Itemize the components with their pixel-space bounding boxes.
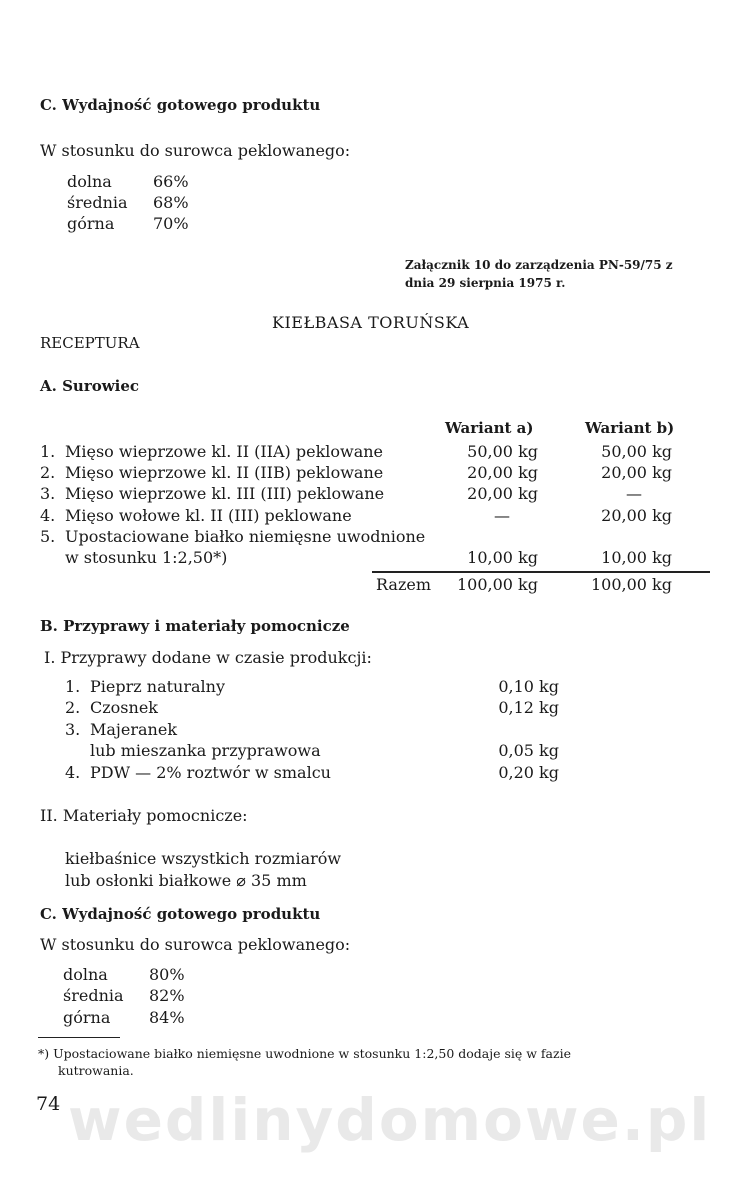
spice-number: 3.: [65, 720, 81, 739]
section-a-heading: A. Surowiec: [40, 377, 140, 395]
item-name: Mięso wieprzowe kl. III (III) peklowane: [65, 484, 385, 503]
item-name: Mięso wieprzowe kl. II (IIB) peklowane: [65, 463, 384, 482]
column-header-variant-a: Wariant a): [445, 419, 534, 437]
item-name: Mięso wieprzowe kl. II (IIA) peklowane: [65, 442, 384, 461]
section-b-heading: B. Przyprawy i materiały pomocnicze: [40, 617, 350, 635]
materials-line-2: lub osłonki białkowe ⌀ 35 mm: [65, 871, 307, 890]
spice-number: 4.: [65, 763, 81, 782]
item-value-b: 50,00 kg: [601, 442, 672, 461]
item-number: 3.: [40, 484, 56, 503]
yield-label: górna: [67, 214, 115, 233]
item-value-a: 20,00 kg: [467, 484, 538, 503]
spice-number: 2.: [65, 698, 81, 717]
item-number: 4.: [40, 506, 56, 525]
item-value-a: 10,00 kg: [467, 548, 538, 567]
page-number: 74: [36, 1093, 61, 1115]
yield-value: 82%: [149, 986, 185, 1005]
item-name: Mięso wołowe kl. II (III) peklowane: [65, 506, 352, 525]
bottom-yield-heading: C. Wydajność gotowego produktu: [40, 905, 321, 923]
yield-label: dolna: [63, 965, 108, 984]
yield-value: 68%: [153, 193, 189, 212]
yield-value: 84%: [149, 1008, 185, 1027]
spice-amount: 0,10 kg: [498, 677, 559, 696]
item-value-b: —: [626, 484, 642, 503]
item-name: Upostaciowane białko niemięsne uwodnione: [65, 527, 426, 546]
top-yield-heading: C. Wydajność gotowego produktu: [40, 96, 321, 114]
item-number: 2.: [40, 463, 56, 482]
column-header-variant-b: Wariant b): [585, 419, 675, 437]
spices-subheading: I. Przyprawy dodane w czasie produkcji:: [44, 648, 372, 667]
spice-name: Czosnek: [90, 698, 158, 717]
receptura-label: RECEPTURA: [40, 334, 140, 352]
footnote-line-2: kutrowania.: [58, 1063, 134, 1078]
item-value-b: 20,00 kg: [601, 463, 672, 482]
yield-label: dolna: [67, 172, 112, 191]
yield-value: 70%: [153, 214, 189, 233]
item-value-a: 50,00 kg: [467, 442, 538, 461]
bottom-yield-intro: W stosunku do surowca peklowanego:: [40, 935, 351, 954]
footnote-line-1: *) Upostaciowane białko niemięsne uwodnione w stosunku 1:2,50 dodaje się w fazie: [38, 1046, 571, 1061]
spice-amount: 0,20 kg: [498, 763, 559, 782]
item-number: 1.: [40, 442, 56, 461]
item-value-b: 20,00 kg: [601, 506, 672, 525]
materials-line-1: kiełbaśnice wszystkich rozmiarów: [65, 849, 342, 868]
spice-name: lub mieszanka przyprawowa: [90, 741, 321, 760]
total-value-b: 100,00 kg: [590, 575, 672, 594]
spice-name: Majeranek: [90, 720, 178, 739]
yield-value: 66%: [153, 172, 189, 191]
watermark: wedlinydomowe.pl: [68, 1086, 712, 1154]
yield-label: średnia: [67, 193, 128, 212]
recipe-title: KIEŁBASA TORUŃSKA: [272, 313, 470, 332]
yield-label: górna: [63, 1008, 111, 1027]
item-value-b: 10,00 kg: [601, 548, 672, 567]
item-value-a: 20,00 kg: [467, 463, 538, 482]
item-value-a: —: [494, 506, 510, 525]
spice-amount: 0,05 kg: [498, 741, 559, 760]
total-label: Razem: [376, 575, 432, 594]
total-rule: [372, 571, 710, 573]
annex-line-1: Załącznik 10 do zarządzenia PN-59/75 z: [405, 258, 673, 272]
footnote-rule: [38, 1037, 120, 1038]
item-name-continuation: w stosunku 1:2,50*): [65, 548, 228, 567]
yield-label: średnia: [63, 986, 124, 1005]
total-value-a: 100,00 kg: [456, 575, 538, 594]
top-yield-intro: W stosunku do surowca peklowanego:: [40, 141, 351, 160]
spice-name: PDW — 2% roztwór w smalcu: [90, 763, 331, 782]
spice-number: 1.: [65, 677, 81, 696]
item-number: 5.: [40, 527, 56, 546]
annex-line-2: dnia 29 sierpnia 1975 r.: [405, 276, 566, 290]
materials-subheading: II. Materiały pomocnicze:: [40, 806, 248, 825]
spice-name: Pieprz naturalny: [90, 677, 225, 696]
yield-value: 80%: [149, 965, 185, 984]
spice-amount: 0,12 kg: [498, 698, 559, 717]
